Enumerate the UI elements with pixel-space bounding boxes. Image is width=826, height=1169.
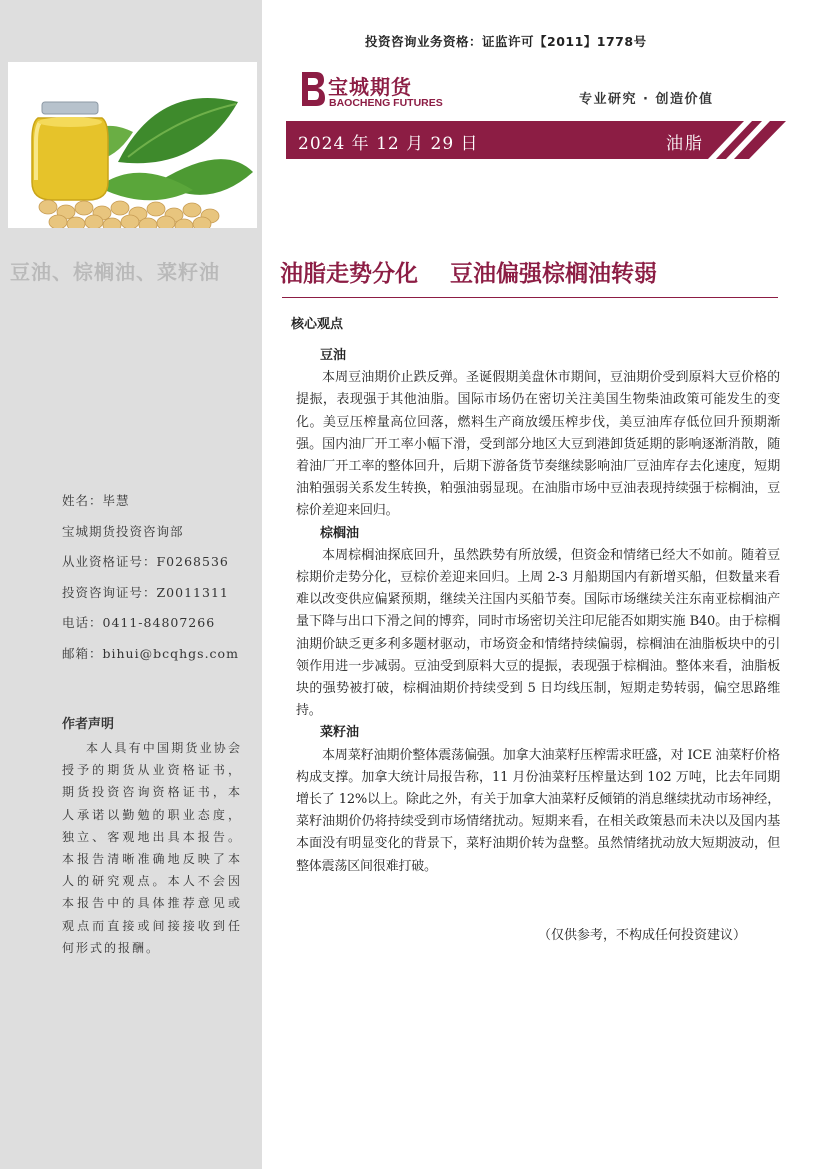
- core-view-content: [296, 345, 780, 878]
- author-email[interactable]: 邮箱：bihui@bcqhgs.com: [62, 645, 239, 661]
- slogan: 专业研究 · 创造价值: [579, 92, 714, 107]
- logo-name-en: BAOCHENG FUTURES: [329, 97, 443, 109]
- author-name: 姓名：毕慧: [62, 493, 130, 508]
- title-divider: [282, 297, 778, 298]
- main-title: 油脂走势分化 豆油偏强棕榈油转弱: [280, 261, 658, 287]
- section-heading-soybean-oil: 豆油: [320, 348, 347, 363]
- logo-name-cn: 宝城期货: [328, 75, 412, 99]
- left-sidebar: [0, 0, 262, 1169]
- section-text-palm-oil: 本周棕榈油探底回升，虽然跌势有所放缓，但资金和情绪已经大不如前。随着豆棕期价走势分化，豆棕价差迎来回归。上周 2-3 月船期国内有新增买船，但数量来看难以改变供应偏紧预期，继续关注国内买船节奏。国际市场继续关注东南亚棕榈油产量下降与出口下滑之间的博弈，同时市场密切关注印尼能否如期实施 B40。由于棕榈油期价缺乏更多利多题材驱动，市场资金和情绪持续偏弱，棕榈油在油脂板块中的引领作用进一步减弱。豆油受到原料大豆的提振，表现强于棕榈油。整体来看，油脂板块的强势被打破，棕榈油期价持续受到 5 日均线压制，短期走势转弱，偏空思路维持。: [296, 547, 780, 719]
- author-dept: 宝城期货投资咨询部: [62, 523, 184, 539]
- author-phone: 电话：0411-84807266: [62, 615, 216, 630]
- company-logo: [298, 70, 458, 112]
- declaration-title: 作者声明: [62, 717, 115, 732]
- sidebar-title: 豆油、棕榈油、菜籽油: [10, 260, 220, 284]
- report-category: 油脂: [666, 134, 704, 154]
- author-qual-cert: 从业资格证号：F0268536: [62, 554, 229, 569]
- disclaimer: （仅供参考，不构成任何投资建议）: [538, 928, 747, 943]
- author-consult-cert: 投资咨询证号：Z0011311: [62, 584, 229, 600]
- hero-image-oil-soybeans: [8, 62, 257, 228]
- section-heading-rapeseed-oil: 菜籽油: [320, 725, 360, 741]
- section-text-rapeseed-oil: 本周菜籽油期价整体震荡偏强。加拿大油菜籽压榨需求旺盛，对 ICE 油菜籽价格构成支撑。加拿大统计局报告称，11 月份油菜籽压榨量达到 102 万吨，比去年同期增长了 12%以上。除此之外，有关于加拿大油菜籽反倾销的消息继续扰动市场神经，菜籽油期价仍将持续受到市场情绪扰动。短期来看，在相关政策悬而未决以及国内基本面没有明显变化的背景下，菜籽油期价转为盘整。虽然情绪扰动放大短期波动，但整体震荡区间很难打破。: [296, 747, 780, 874]
- logo-mark-icon: [298, 70, 326, 108]
- core-view-label: 核心观点: [291, 317, 344, 332]
- section-heading-palm-oil: 棕榈油: [320, 525, 360, 541]
- license-line: 投资咨询业务资格：证监许可【2011】1778号: [365, 34, 647, 49]
- declaration-text: 本人具有中国期货业协会授予的期货从业资格证书，期货投资咨询资格证书，本人承诺以勤勉的职业态度，独立、客观地出具本报告。本报告清晰准确地反映了本人的研究观点。本人不会因本报告中的具体推荐意见或观点而直接或间接接收到任何形式的报酬。: [62, 741, 242, 955]
- report-date: 2024 年 12 月 29 日: [298, 134, 479, 154]
- section-text-soybean-oil: 本周豆油期价止跌反弹。圣诞假期美盘休市期间，豆油期价受到原料大豆价格的提振，表现强于其他油脂。国际市场仍在密切关注美国生物柴油政策可能发生的变化。美豆压榨量高位回落，燃料生产商放缓压榨步伐，美豆油库存低位回升预期渐强。国内油厂开工率小幅下滑，受到部分地区大豆到港卸货延期的影响逐渐消散，随着油厂开工率的整体回升，后期下游备货节奏继续影响油厂豆油库存去化速度，短期油粕强弱关系发生转换，粕强油弱显现。在油脂市场中豆油表现持续强于棕榈油，豆棕价差迎来回归。: [296, 370, 780, 519]
- author-info: [62, 486, 258, 669]
